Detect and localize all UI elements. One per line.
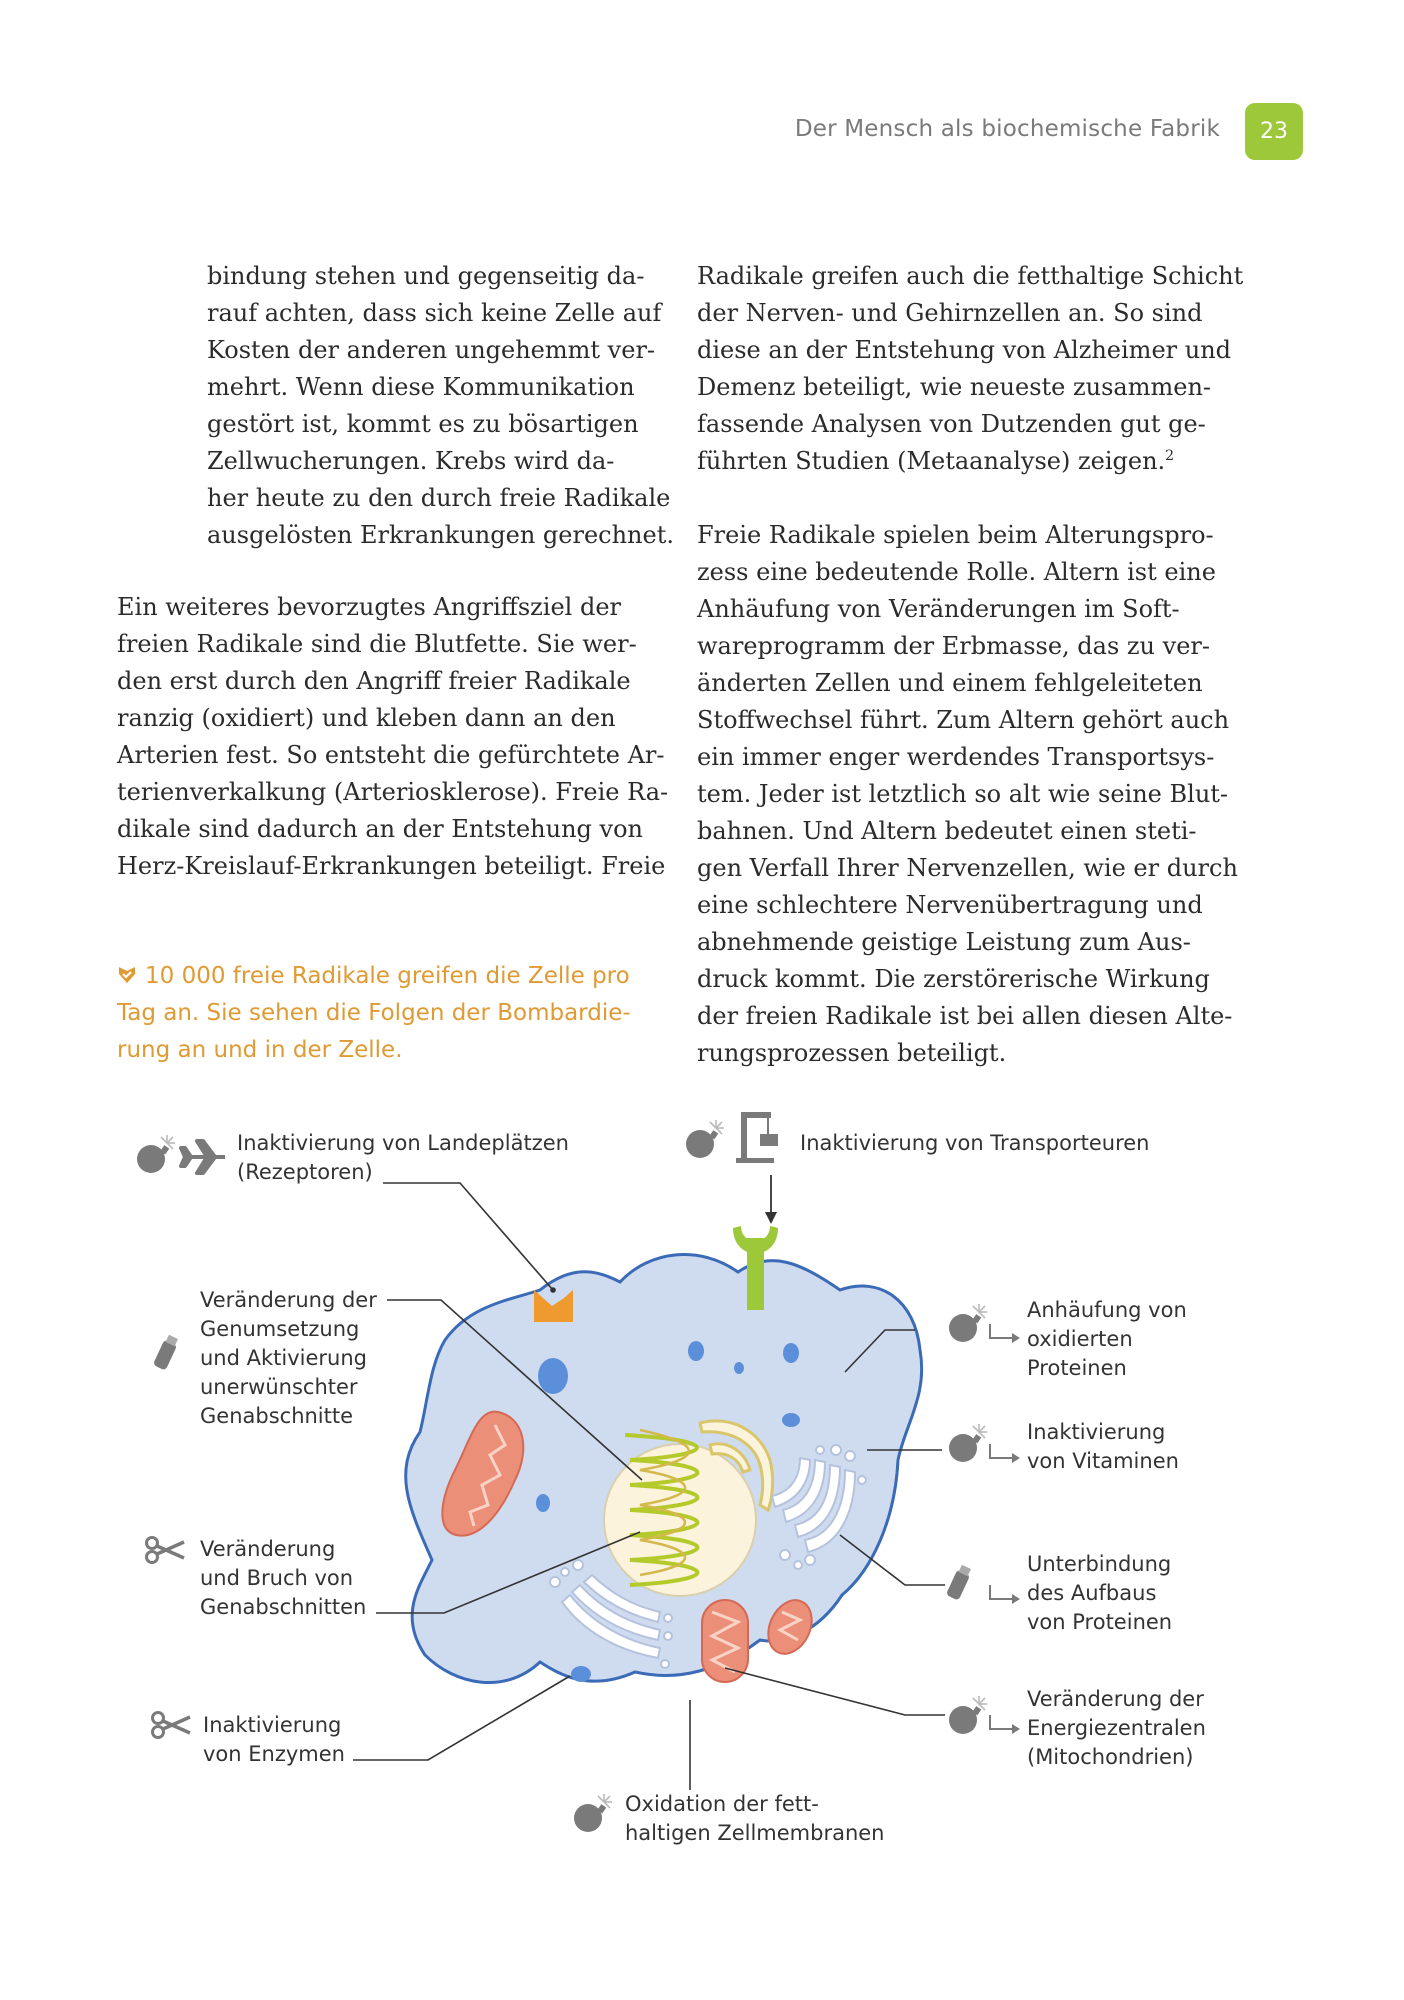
transporter-arrow <box>765 1175 777 1224</box>
text-line: Ein weiteres bevorzugtes Angriffsziel der <box>117 593 622 621</box>
mitochondrion-bottom <box>702 1600 748 1682</box>
text-line: zess eine bedeutende Rolle. Altern ist eine <box>697 558 1216 586</box>
label-line: Genabschnitten <box>200 1595 367 1619</box>
bomb-icon <box>686 1120 724 1158</box>
label-line: (Mitochondrien) <box>1027 1745 1194 1769</box>
airplane-icon <box>181 1141 225 1173</box>
label-line: und Aktivierung <box>200 1346 367 1370</box>
label-line: des Aufbaus <box>1027 1581 1157 1605</box>
label-vitamine <box>1027 1418 1179 1476</box>
bomb-icon <box>949 1304 987 1342</box>
text-line: mehrt. Wenn diese Kommunikation <box>207 373 635 401</box>
label-line: Inaktivierung von Transporteuren <box>800 1131 1150 1155</box>
label-line: Inaktivierung <box>203 1713 342 1737</box>
text-line: der Nerven- und Gehirnzellen an. So sind <box>697 299 1203 327</box>
text-line: Zellwucherungen. Krebs wird da- <box>207 447 615 475</box>
scissors-icon <box>153 1713 191 1738</box>
label-line: Proteinen <box>1027 1356 1127 1380</box>
bomb-icon <box>949 1696 987 1734</box>
label-line: Anhäufung von <box>1027 1298 1187 1322</box>
bomb-icon <box>137 1135 175 1173</box>
tip-line: Tag an. Sie sehen die Folgen der Bombardie- <box>117 1000 631 1026</box>
label-line: unerwünschter <box>200 1375 358 1399</box>
label-line: von Vitaminen <box>1027 1449 1179 1473</box>
text-line: rungsprozessen beteiligt. <box>697 1039 1007 1067</box>
tip-line: 10 000 freie Radikale greifen die Zelle pro <box>145 963 630 989</box>
text-line: Demenz beteiligt, wie neueste zusammen- <box>697 373 1212 401</box>
label-genumsetzung <box>200 1286 377 1431</box>
text-line: her heute zu den durch freie Radikale <box>207 484 671 512</box>
text-line: der freien Radikale ist bei allen diesen Alte- <box>697 1002 1233 1030</box>
label-line: Inaktivierung <box>1027 1420 1166 1444</box>
text-line: den erst durch den Angriff freier Radikale <box>117 667 631 695</box>
crane-icon <box>736 1112 778 1163</box>
text-line: Stoffwechsel führt. Zum Altern gehört auch <box>697 706 1230 734</box>
label-line: von Enzymen <box>203 1742 345 1766</box>
text-line: Anhäufung von Veränderungen im Soft- <box>697 595 1180 623</box>
label-line: und Bruch von <box>200 1566 354 1590</box>
scissors-icon <box>147 1538 185 1563</box>
text-line: bindung stehen und gegenseitig da- <box>207 262 645 290</box>
label-mitochondrien <box>1027 1685 1206 1772</box>
label-line: haltigen Zellmembranen <box>625 1821 885 1845</box>
text-line: ranzig (oxidiert) und kleben dann an den <box>117 704 616 732</box>
footnote-marker: 2 <box>1165 448 1175 464</box>
text-line: Radikale greifen auch die fetthaltige Schicht <box>697 262 1244 290</box>
text-line: gen Verfall Ihrer Nervenzellen, wie er durch <box>697 854 1238 882</box>
label-line: Inaktivierung von Landeplätzen <box>237 1131 569 1155</box>
text-line: bahnen. Und Altern bedeutet einen steti- <box>697 817 1197 845</box>
text-line: ein immer enger werdendes Transportsys- <box>697 743 1215 771</box>
text-line: fassende Analysen von Dutzenden gut ge- <box>697 410 1206 438</box>
text-line: änderten Zellen und einem fehlgeleiteten <box>697 669 1203 697</box>
label-line: oxidierten <box>1027 1327 1133 1351</box>
page-number: 23 <box>1260 119 1288 144</box>
label-line: von Proteinen <box>1027 1610 1173 1634</box>
text-line: druck kommt. Die zerstörerische Wirkung <box>697 965 1210 993</box>
text-line: abnehmende geistige Leistung zum Aus- <box>697 928 1191 956</box>
label-line: Genumsetzung <box>200 1317 360 1341</box>
label-line: Unterbindung <box>1027 1552 1172 1576</box>
text-line: eine schlechtere Nervenübertragung und <box>697 891 1203 919</box>
label-proteine-oxid <box>1027 1296 1187 1383</box>
text-line: tem. Jeder ist letztlich so alt wie seine Blut- <box>697 780 1229 808</box>
text-line: führten Studien (Metaanalyse) zeigen. <box>697 447 1166 475</box>
bomb-icon <box>949 1424 987 1462</box>
arrow-hook-icon <box>990 1444 1020 1463</box>
text-line: diese an der Entstehung von Alzheimer und <box>697 336 1232 364</box>
text-line: Kosten der anderen ungehemmt ver- <box>207 336 656 364</box>
arrow-hook-icon <box>990 1715 1020 1734</box>
label-line: Energiezentralen <box>1027 1716 1206 1740</box>
text-line: freien Radikale sind die Blutfette. Sie wer- <box>117 630 637 658</box>
label-rezeptoren <box>237 1129 569 1187</box>
label-line: Veränderung <box>200 1537 336 1561</box>
label-proteinaufbau <box>1027 1550 1172 1637</box>
text-line: ausgelösten Erkrankungen gerechnet. <box>207 521 674 549</box>
label-line: Genabschnitte <box>200 1404 354 1428</box>
label-genbruch <box>200 1535 366 1622</box>
label-enzyme <box>203 1711 345 1769</box>
text-line: terienverkalkung (Arteriosklerose). Freie Ra- <box>117 778 669 806</box>
tip-line: rung an und in der Zelle. <box>117 1037 403 1063</box>
lighter-icon <box>153 1335 178 1371</box>
label-line: Veränderung der <box>200 1288 377 1312</box>
text-line: wareprogramm der Erbmasse, das zu ver- <box>697 632 1210 660</box>
text-line: rauf achten, dass sich keine Zelle auf <box>207 299 662 327</box>
label-membranen <box>625 1790 885 1848</box>
label-transporteure <box>800 1129 1149 1158</box>
bomb-icon <box>574 1794 612 1832</box>
text-line: gestört ist, kommt es zu bösartigen <box>207 410 639 438</box>
label-line: Oxidation der fett- <box>625 1792 819 1816</box>
label-line: (Rezeptoren) <box>237 1160 373 1184</box>
arrow-hook-icon <box>990 1585 1020 1604</box>
text-line: Herz-Kreislauf-Erkrankungen beteiligt. Freie <box>117 852 666 880</box>
arrow-hook-icon <box>990 1324 1020 1343</box>
lighter-icon <box>946 1565 971 1601</box>
text-line: Freie Radikale spielen beim Alterungspro- <box>697 521 1214 549</box>
text-line: dikale sind dadurch an der Entstehung von <box>117 815 644 843</box>
running-title: Der Mensch als biochemische Fabrik <box>794 116 1220 142</box>
label-line: Veränderung der <box>1027 1687 1204 1711</box>
text-line: Arterien fest. So entsteht die gefürchtete Ar- <box>117 741 665 769</box>
